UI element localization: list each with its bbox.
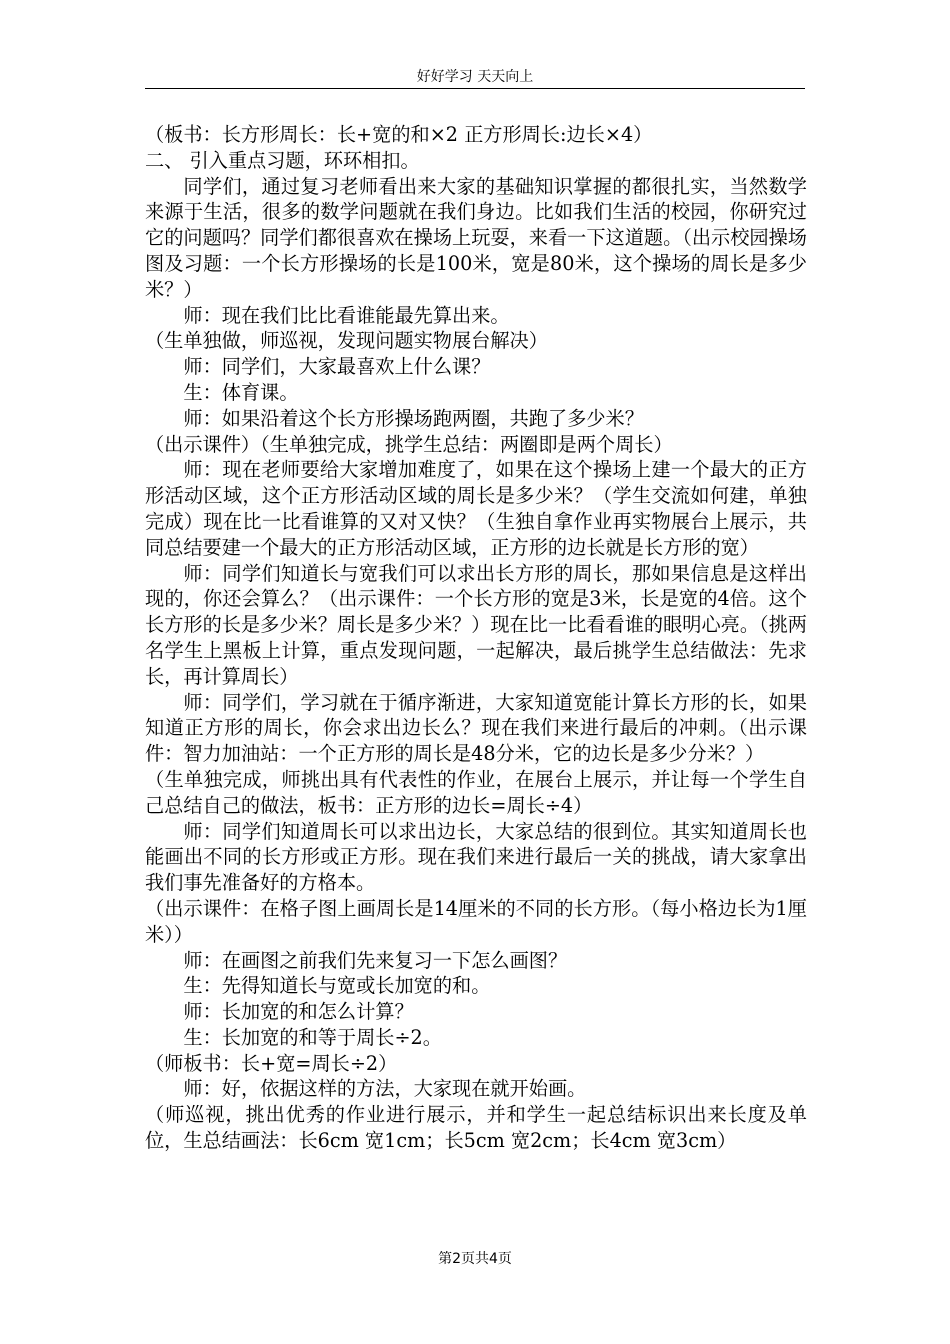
paragraph: （出示课件）（生单独完成，挑学生总结：两圈即是两个周长）: [145, 432, 673, 456]
paragraph: 生：先得知道长与宽或长加宽的和。: [183, 974, 491, 998]
paragraph: 生：体育课。: [183, 380, 299, 404]
paragraph: （师板书：长+宽=周长÷2）: [145, 1051, 398, 1075]
paragraph: 生：长加宽的和等于周长÷2。: [183, 1025, 442, 1049]
paragraph: 师：现在我们比比看谁能最先算出来。: [183, 303, 510, 327]
paragraph: 师：在画图之前我们先来复习一下怎么画图？: [183, 948, 568, 972]
page-footer: 第2页共4页: [438, 1251, 512, 1267]
paragraph: （生单独做，师巡视，发现问题实物展台解决）: [145, 329, 548, 353]
paragraph: 同学们，通过复习老师看出来大家的基础知识掌握的都很扎实，当然数学来源于生活，很多的数学问题就在我们身边。比如我们生活的校园，你研究过它的问题吗？同学们都很喜欢在操场上玩耍，来看一下这道题。（出示校园操场图及习题：一个长方形操场的长是100米，宽是80米，这个操场的周长是多少米？）: [145, 174, 807, 301]
paragraph: （生单独完成，师挑出具有代表性的作业，在展台上展示，并让每一个学生自己总结自己的做法，板书：正方形的边长=周长÷4）: [145, 767, 807, 817]
paragraph: 师：同学们知道周长可以求出边长，大家总结的很到位。其实知道周长也能画出不同的长方形或正方形。现在我们来进行最后一关的挑战，请大家拿出我们事先准备好的方格本。: [145, 819, 807, 895]
paragraph: （出示课件：在格子图上画周长是14厘米的不同的长方形。（每小格边长为1厘米））: [145, 896, 807, 946]
paragraph: 师：长加宽的和怎么计算？: [183, 1000, 414, 1024]
page-header: 好好学习 天天向上: [145, 66, 805, 89]
document-body: [145, 122, 807, 1154]
paragraph: 师：同学们知道长与宽我们可以求出长方形的周长，那如果信息是这样出现的，你还会算么？（出示课件：一个长方形的宽是3米，长是宽的4倍。这个长方形的长是多少米？周长是多少米？）现在比一比看看谁的眼明心亮。（挑两名学生上黑板上计算，重点发现问题，一起解决，最后挑学生总结做法：先求长，再计算周长）: [145, 561, 807, 688]
paragraph: 师：同学们，学习就在于循序渐进，大家知道宽能计算长方形的长，如果知道正方形的周长，你会求出边长么？现在我们来进行最后的冲刺。（出示课件：智力加油站：一个正方形的周长是48分米，它的边长是多少分米？）: [145, 690, 807, 766]
paragraph: （师巡视，挑出优秀的作业进行展示，并和学生一起总结标识出来长度及单位，生总结画法：长6cm 宽1cm；长5cm 宽2cm；长4cm 宽3cm）: [145, 1103, 807, 1153]
section-heading: 二、 引入重点习题，环环相扣。: [145, 148, 420, 172]
paragraph: 师：同学们，大家最喜欢上什么课？: [183, 355, 491, 379]
paragraph: 师：现在老师要给大家增加难度了，如果在这个操场上建一个最大的正方形活动区域，这个正方形活动区域的周长是多少米？（学生交流如何建，单独完成）现在比一比看谁算的又对又快？（生独自拿作业再实物展台上展示，共同总结要建一个最大的正方形活动区域，正方形的边长就是长方形的宽）: [145, 458, 807, 559]
paragraph: （板书：长方形周长：长+宽的和×2 正方形周长:边长×4）: [145, 123, 653, 146]
paragraph: 师：好，依据这样的方法，大家现在就开始画。: [183, 1077, 587, 1101]
paragraph: 师：如果沿着这个长方形操场跑两圈，共跑了多少米？: [183, 406, 644, 430]
